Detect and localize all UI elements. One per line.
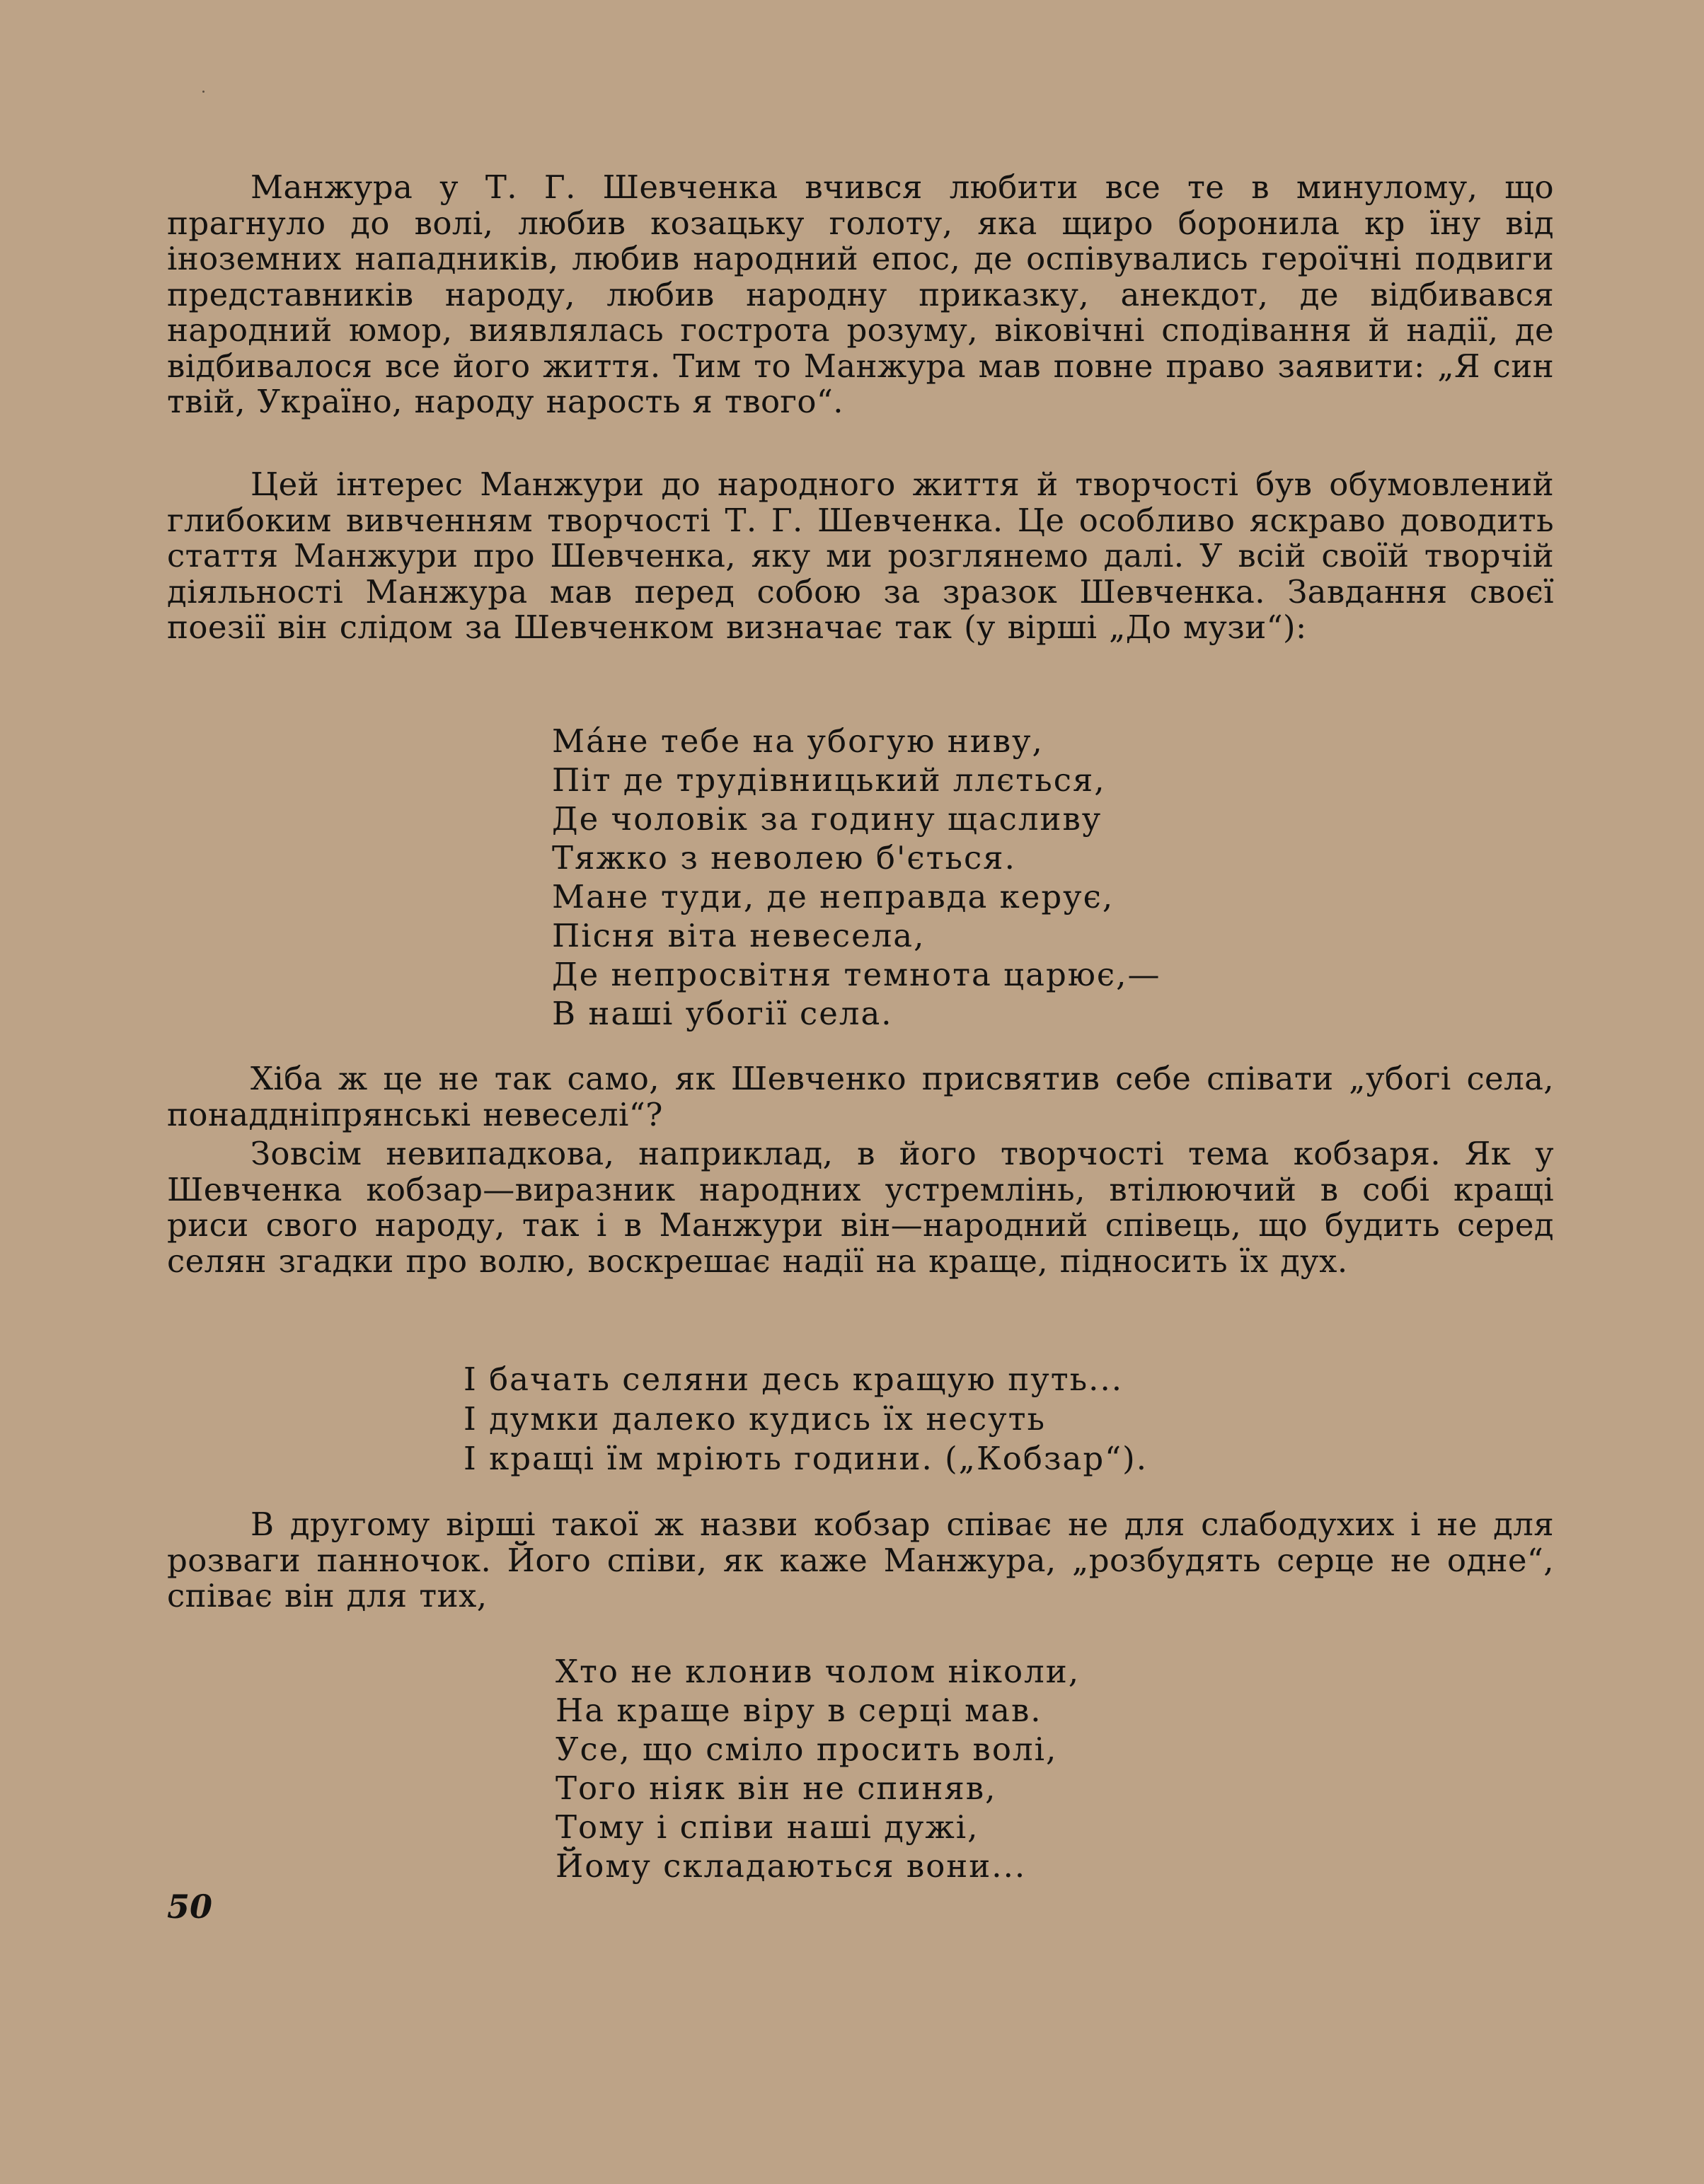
page-number: 50 [167, 1888, 213, 1926]
verse-line: На краще віру в серці мав. [555, 1692, 1042, 1729]
verse-line: Мане туди, де неправда керує, [552, 878, 1115, 915]
verse-line: І думки далеко кудись їх несуть [464, 1400, 1047, 1438]
verse-line: Усе, що сміло просить волі, [555, 1731, 1058, 1768]
verse-line: Пісня віта невесела, [552, 917, 926, 954]
verse-do-muzy [552, 722, 1161, 1033]
paragraph-5: В другому вірші такої ж назви кобзар співає не для слабодухих і не для розваги панночок. Його співи, як каже Манжура, „розбудять серце не одне“, співає він для тих, [167, 1506, 1554, 1614]
verse-kobzar-1 [464, 1360, 1148, 1479]
verse-kobzar-2 [555, 1652, 1080, 1885]
verse-line: Піт де трудівницький ллється, [552, 761, 1106, 799]
verse-line: Тому і співи наші дужі, [555, 1808, 979, 1846]
verse-line: Хто не клонив чолом ніколи, [555, 1653, 1080, 1690]
verse-line: Тяжко з неволею б'ється. [552, 839, 1016, 877]
verse-line: І кращі їм мріють години. („Кобзар“). [464, 1440, 1149, 1477]
paragraph-3: Хіба ж це не так само, як Шевченко присвятив себе співати „убогі села, понаддніпрянські невеселі“? [167, 1060, 1554, 1133]
paragraph-1: Манжура у Т. Г. Шевченка вчився любити все те в минулому, що прагнуло до волі, любив козацьку голоту, яка щиро боронила кр їну від іноземних нападників, любив народний епос, де оспівувались героїчні подвиги представників народу, любив народну приказку, анекдот, де відбивався народний юмор, виявлялась гострота розуму, віковічні сподівання й надії, де відбивалося все його життя. Тим то Манжура мав повне право заявити: „Я син твій, Україно, народу нарость я твого“. [167, 168, 1554, 420]
paragraph-2: Цей інтерес Манжури до народного життя й творчості був обумовлений глибоким вивченням творчості Т. Г. Шевченка. Це особливо яскраво доводить стаття Манжури про Шевченка, яку ми розглянемо далі. У всій своїй творчій діяльності Манжура мав перед собою за зразок Шевченка. Завдання своєї поезії він слідом за Шевченком визначає так (у вірші „До музи“): [167, 466, 1554, 646]
verse-line: Йому складаються вони... [555, 1847, 1027, 1885]
verse-line: Де чоловік за годину щасливу [552, 800, 1103, 838]
verse-line: Де непросвітня темнота царює,— [552, 956, 1161, 993]
verse-line: Мáне тебе на убогую ниву, [552, 722, 1044, 760]
print-speck [202, 91, 205, 93]
verse-line: І бачать селяни десь кращую путь... [464, 1360, 1124, 1398]
verse-line: В наші убогії села. [552, 995, 893, 1032]
verse-line: Того ніяк він не спиняв, [555, 1769, 997, 1807]
paragraph-4: Зовсім невипадкова, наприклад, в його творчості тема кобзаря. Як у Шевченка кобзар—виразник народних устремлінь, втілюючий в собі кращі риси свого народу, так і в Манжури він—народний співець, що будить серед селян згадки про волю, воскрешає надії на краще, підносить їх дух. [167, 1135, 1554, 1280]
